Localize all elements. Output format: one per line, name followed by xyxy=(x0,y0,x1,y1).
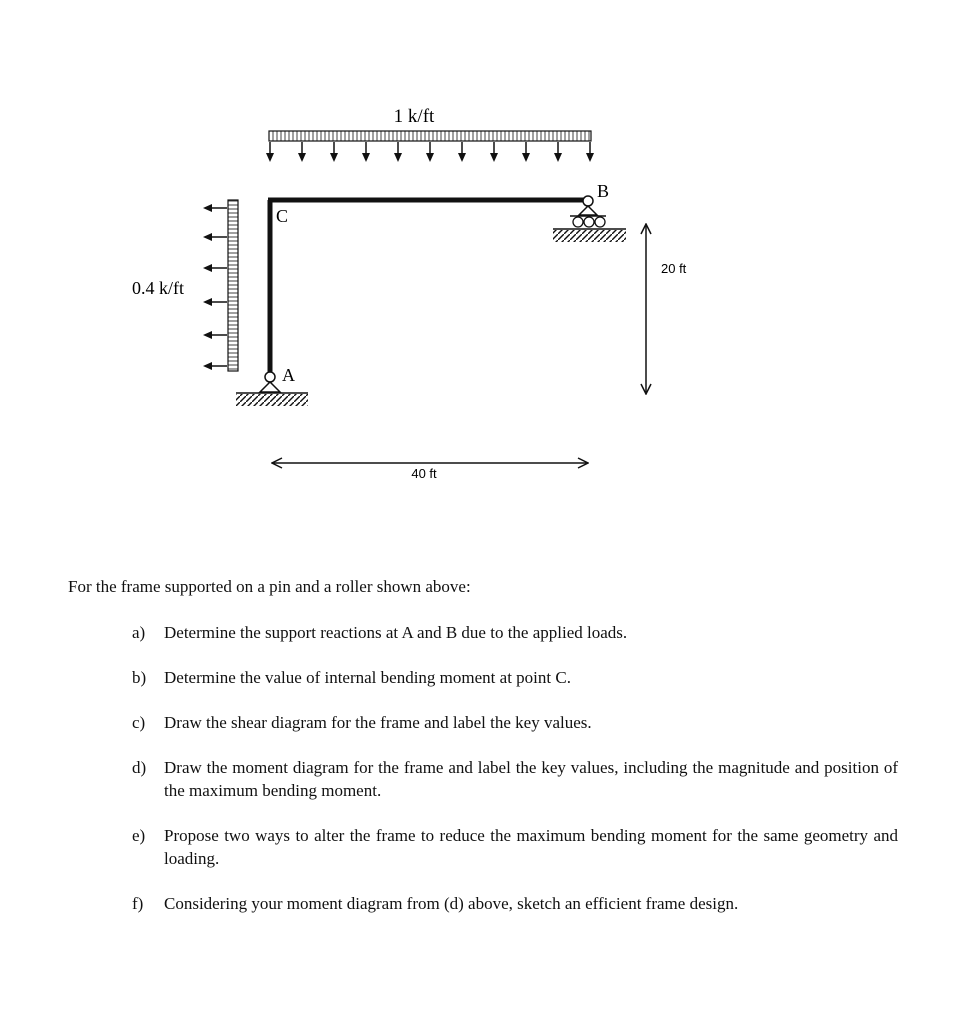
span-dimension xyxy=(272,463,588,481)
question-item xyxy=(132,824,898,870)
question-marker: f) xyxy=(132,894,144,913)
question-item xyxy=(132,756,898,802)
down-arrow xyxy=(490,142,498,162)
height-dimension-label: 20 ft xyxy=(661,261,687,276)
down-arrow xyxy=(298,142,306,162)
question-text: Considering your moment diagram from (d) above, sketch an efficient frame design. xyxy=(164,894,739,913)
left-arrow xyxy=(203,298,227,306)
point-a-label: A xyxy=(282,365,295,385)
height-dimension xyxy=(646,224,687,394)
problem-statement xyxy=(68,575,898,937)
question-text: Determine the value of internal bending moment at point C. xyxy=(164,668,571,687)
roller-support-b xyxy=(553,181,626,242)
question-text: Propose two ways to alter the frame to reduce the maximum bending moment for the same geometry and loading. xyxy=(164,826,898,868)
roller-wheel xyxy=(573,217,583,227)
question-marker: c) xyxy=(132,713,146,732)
roller-triangle xyxy=(579,206,597,215)
problem-intro: For the frame supported on a pin and a roller shown above: xyxy=(68,577,471,596)
side-load-arrows xyxy=(203,204,227,370)
down-arrow xyxy=(394,142,402,162)
down-arrow xyxy=(458,142,466,162)
question-item xyxy=(132,711,898,734)
question-text: Draw the shear diagram for the frame and label the key values. xyxy=(164,713,592,732)
pin-hinge xyxy=(265,372,275,382)
left-arrow xyxy=(203,264,227,272)
question-marker: a) xyxy=(132,623,146,642)
left-arrow xyxy=(203,204,227,212)
top-load-band xyxy=(269,131,591,141)
question-text: Determine the support reactions at A and B due to the applied loads. xyxy=(164,623,628,642)
question-item xyxy=(132,621,898,644)
left-arrow xyxy=(203,362,227,370)
question-marker: e) xyxy=(132,826,146,845)
point-b-label: B xyxy=(597,181,610,201)
down-arrow xyxy=(266,142,274,162)
side-distributed-load xyxy=(132,200,238,371)
left-arrow xyxy=(203,233,227,241)
point-c-label: C xyxy=(276,206,289,226)
down-arrow xyxy=(522,142,530,162)
question-marker: b) xyxy=(132,668,147,687)
top-distributed-load xyxy=(266,106,594,162)
down-arrow xyxy=(586,142,594,162)
side-load-band xyxy=(228,200,238,371)
roller-hinge xyxy=(583,196,593,206)
question-item xyxy=(132,666,898,689)
down-arrow xyxy=(554,142,562,162)
pin-ground-hatch xyxy=(236,394,308,406)
question-item xyxy=(132,892,898,915)
left-arrow xyxy=(203,331,227,339)
question-list xyxy=(68,621,898,915)
roller-wheel xyxy=(595,217,605,227)
roller-ground-hatch xyxy=(553,230,626,242)
frame xyxy=(268,200,585,372)
down-arrow xyxy=(330,142,338,162)
side-load-label: 0.4 k/ft xyxy=(132,278,184,298)
roller-wheel xyxy=(584,217,594,227)
down-arrow xyxy=(426,142,434,162)
pin-triangle xyxy=(260,382,280,392)
span-dimension-label: 40 ft xyxy=(411,466,437,481)
question-text: Draw the moment diagram for the frame and label the key values, including the magnitude and position of the maximum bending moment. xyxy=(164,758,898,800)
top-load-arrows xyxy=(266,142,594,162)
question-marker: d) xyxy=(132,758,147,777)
top-load-label: 1 k/ft xyxy=(393,106,435,127)
down-arrow xyxy=(362,142,370,162)
